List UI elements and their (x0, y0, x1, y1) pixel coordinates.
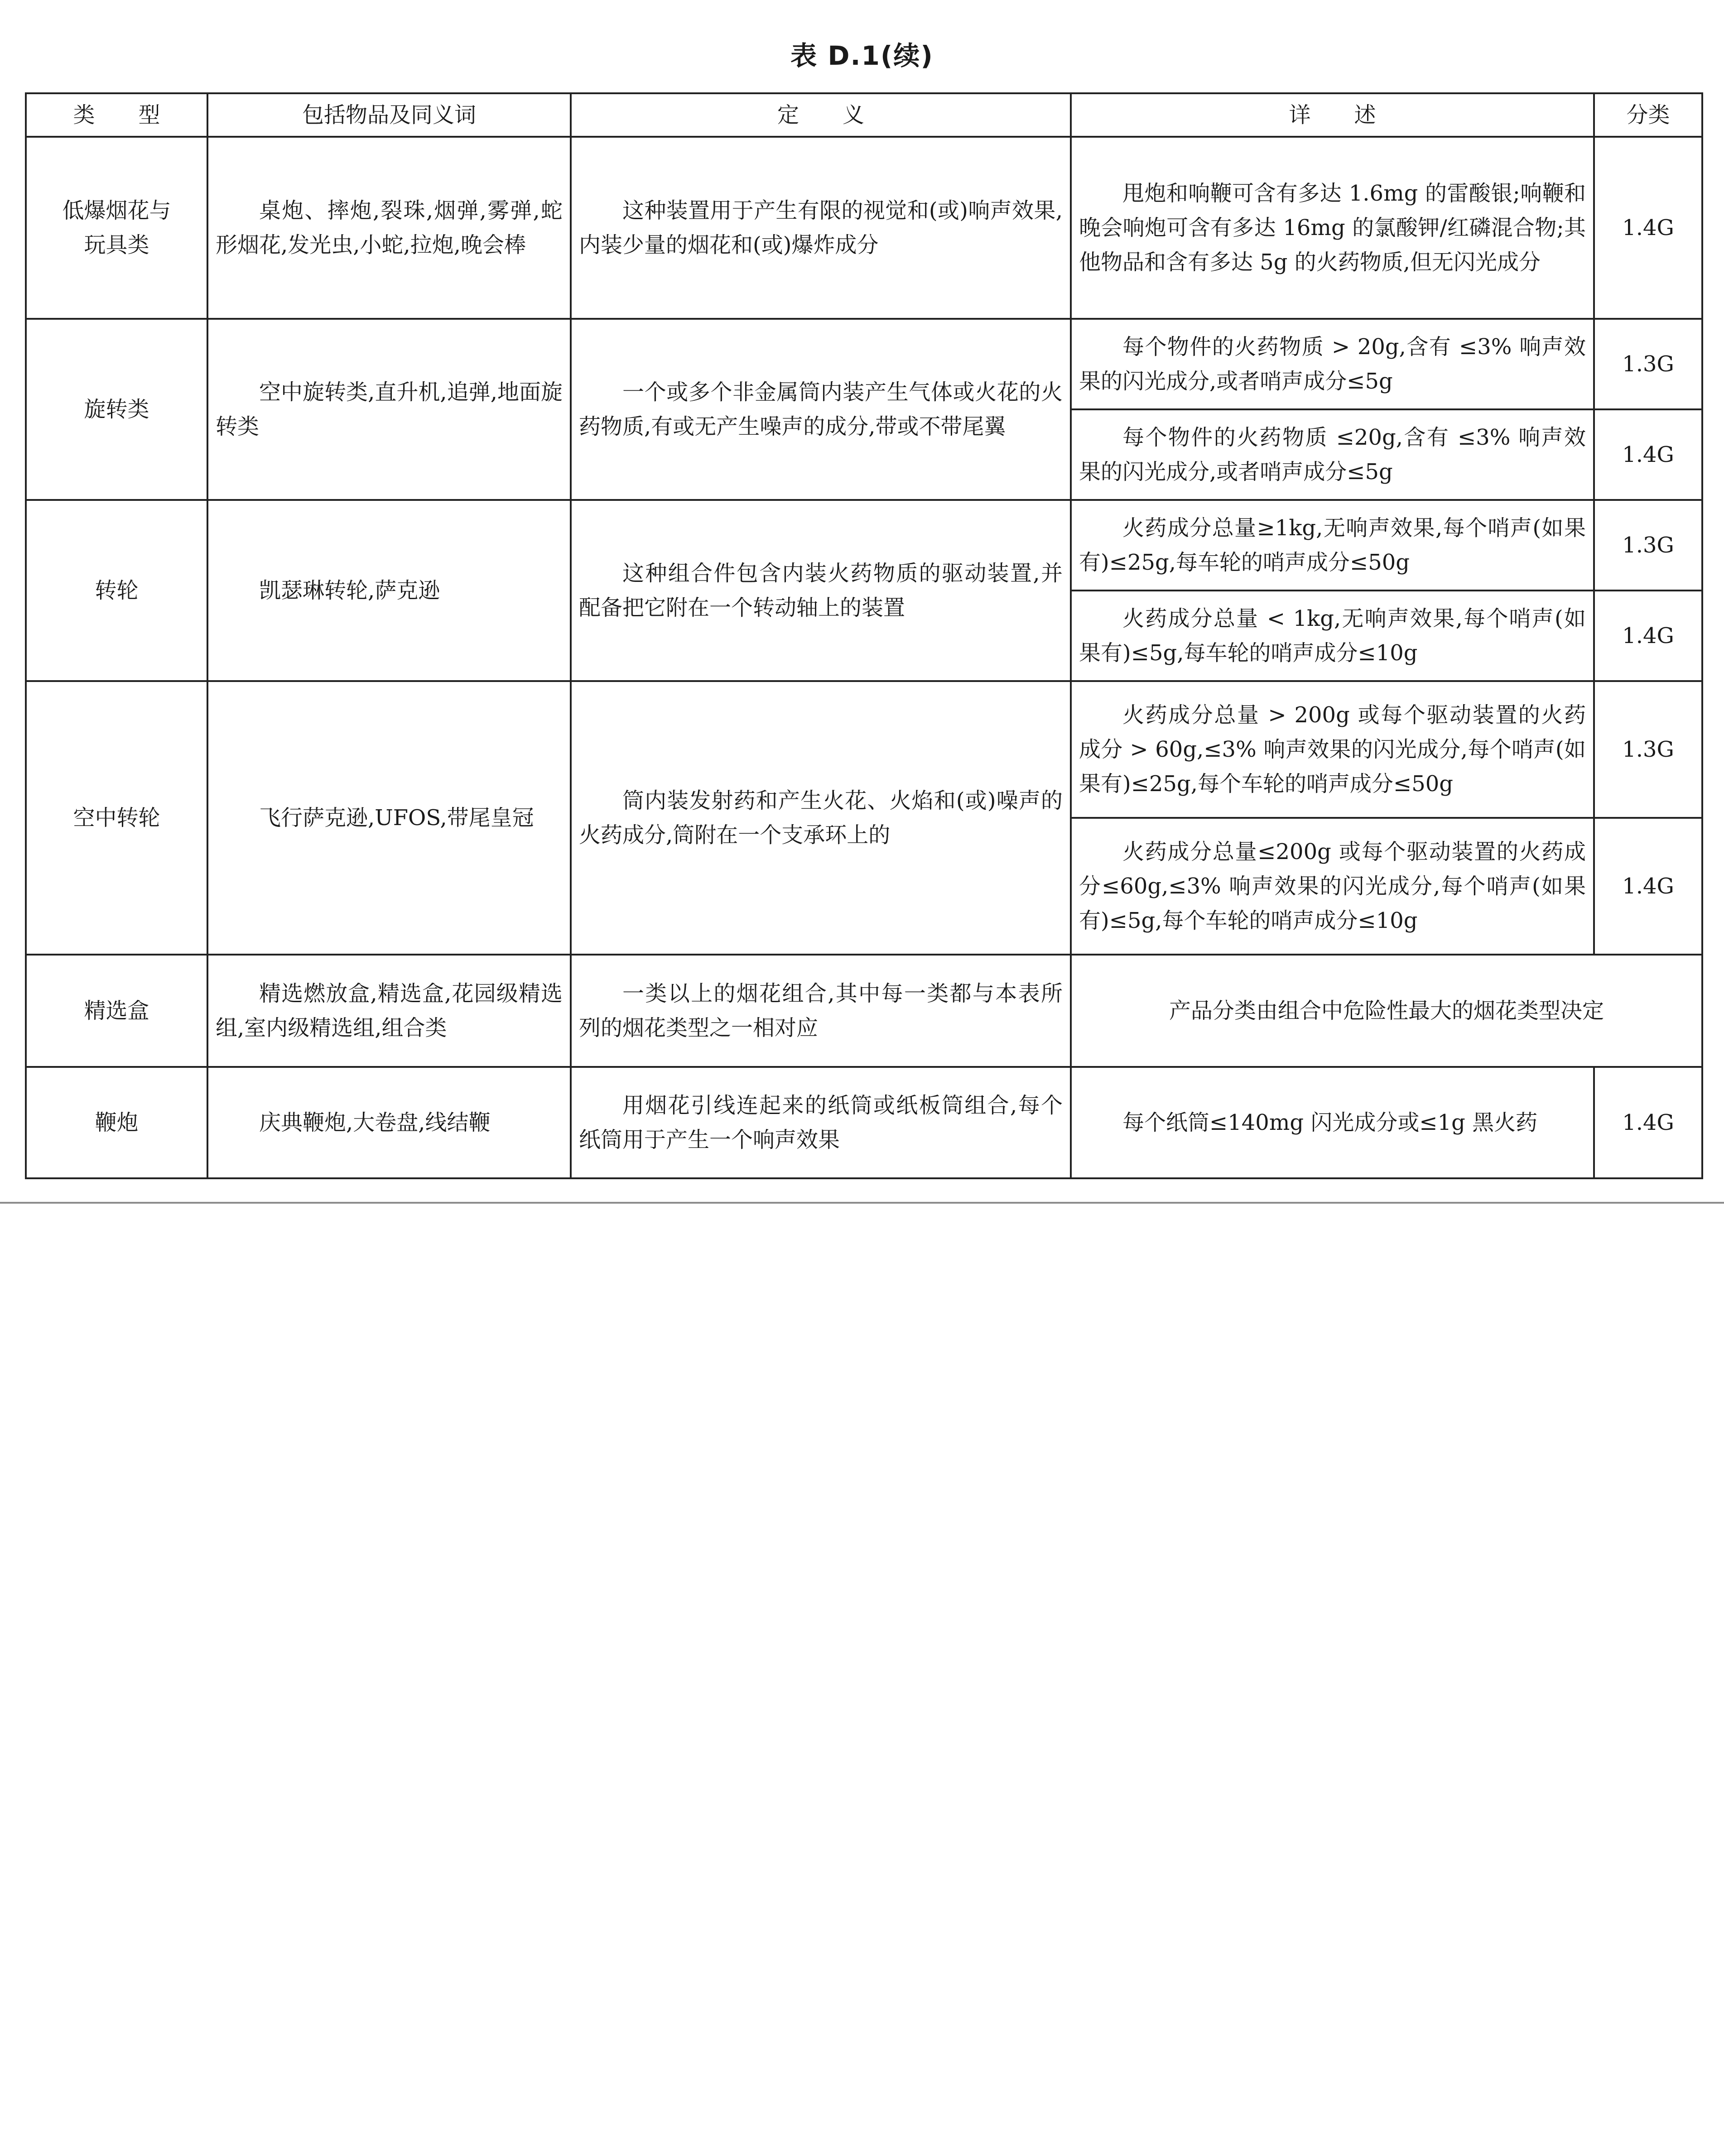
row-detail: 火药成分总量 < 1kg,无响声效果,每个哨声(如果有)≤5g,每车轮的哨声成分≤10g (1071, 591, 1594, 681)
header-row (26, 93, 1702, 137)
row-detail: 每个物件的火药物质 ≤20g,含有 ≤3% 响声效果的闪光成分,或者哨声成分≤5g (1071, 409, 1594, 500)
row-items: 飞行萨克逊,UFOS,带尾皇冠 (207, 681, 571, 955)
row-classification: 1.4G (1594, 818, 1702, 955)
table-row (26, 955, 1702, 1067)
row-detail: 火药成分总量≤200g 或每个驱动装置的火药成分≤60g,≤3% 响声效果的闪光成分,每个哨声(如果有)≤5g,每个车轮的哨声成分≤10g (1071, 818, 1594, 955)
row-items: 桌炮、摔炮,裂珠,烟弹,雾弹,蛇形烟花,发光虫,小蛇,拉炮,晚会棒 (207, 137, 571, 319)
row-definition: 这种组合件包含内装火药物质的驱动装置,并配备把它附在一个转动轴上的装置 (571, 500, 1071, 681)
row-detail: 每个物件的火药物质 > 20g,含有 ≤3% 响声效果的闪光成分,或者哨声成分≤5g (1071, 319, 1594, 409)
row-classification: 1.4G (1594, 1067, 1702, 1178)
table-row (26, 681, 1702, 818)
row-classification: 1.3G (1594, 500, 1702, 591)
table-row (26, 500, 1702, 591)
row-type: 空中转轮 (26, 681, 207, 955)
row-classification: 1.3G (1594, 681, 1702, 818)
row-detail: 火药成分总量 > 200g 或每个驱动装置的火药成分 > 60g,≤3% 响声效果的闪光成分,每个哨声(如果有)≤25g,每个车轮的哨声成分≤50g (1071, 681, 1594, 818)
row-type: 转轮 (26, 500, 207, 681)
row-definition: 筒内装发射药和产生火花、火焰和(或)噪声的火药成分,筒附在一个支承环上的 (571, 681, 1071, 955)
header-classification: 分类 (1594, 93, 1702, 137)
table-row (26, 1067, 1702, 1178)
row-classification: 1.4G (1594, 591, 1702, 681)
table-caption: 表 D.1(续) (790, 40, 934, 71)
fireworks-classification-table (25, 92, 1703, 1179)
row-type: 鞭炮 (26, 1067, 207, 1178)
table-row (26, 137, 1702, 319)
row-detail: 每个纸筒≤140mg 闪光成分或≤1g 黑火药 (1071, 1067, 1594, 1178)
row-definition: 这种装置用于产生有限的视觉和(或)响声效果,内装少量的烟花和(或)爆炸成分 (571, 137, 1071, 319)
row-definition: 一个或多个非金属筒内装产生气体或火花的火药物质,有或无产生噪声的成分,带或不带尾翼 (571, 319, 1071, 500)
row-merged-detail: 产品分类由组合中危险性最大的烟花类型决定 (1071, 955, 1702, 1067)
row-items: 凯瑟琳转轮,萨克逊 (207, 500, 571, 681)
row-type: 低爆烟花与玩具类 (26, 137, 207, 319)
row-type: 旋转类 (26, 319, 207, 500)
row-detail: 甩炮和响鞭可含有多达 1.6mg 的雷酸银;响鞭和晚会响炮可含有多达 16mg 的氯酸钾/红磷混合物;其他物品和含有多达 5g 的火药物质,但无闪光成分 (1071, 137, 1594, 319)
row-detail: 火药成分总量≥1kg,无响声效果,每个哨声(如果有)≤25g,每车轮的哨声成分≤50g (1071, 500, 1594, 591)
row-classification: 1.4G (1594, 409, 1702, 500)
row-classification: 1.4G (1594, 137, 1702, 319)
row-type: 精选盒 (26, 955, 207, 1067)
header-type: 类 型 (26, 93, 207, 137)
row-classification: 1.3G (1594, 319, 1702, 409)
row-items: 空中旋转类,直升机,追弹,地面旋转类 (207, 319, 571, 500)
row-definition: 一类以上的烟花组合,其中每一类都与本表所列的烟花类型之一相对应 (571, 955, 1071, 1067)
row-items: 庆典鞭炮,大卷盘,线结鞭 (207, 1067, 571, 1178)
page-divider (0, 1202, 1724, 1204)
table-row (26, 319, 1702, 409)
row-definition: 用烟花引线连起来的纸筒或纸板筒组合,每个纸筒用于产生一个响声效果 (571, 1067, 1071, 1178)
row-items: 精选燃放盒,精选盒,花园级精选组,室内级精选组,组合类 (207, 955, 571, 1067)
header-details: 详 述 (1071, 93, 1594, 137)
header-definition: 定 义 (571, 93, 1071, 137)
header-items: 包括物品及同义词 (207, 93, 571, 137)
